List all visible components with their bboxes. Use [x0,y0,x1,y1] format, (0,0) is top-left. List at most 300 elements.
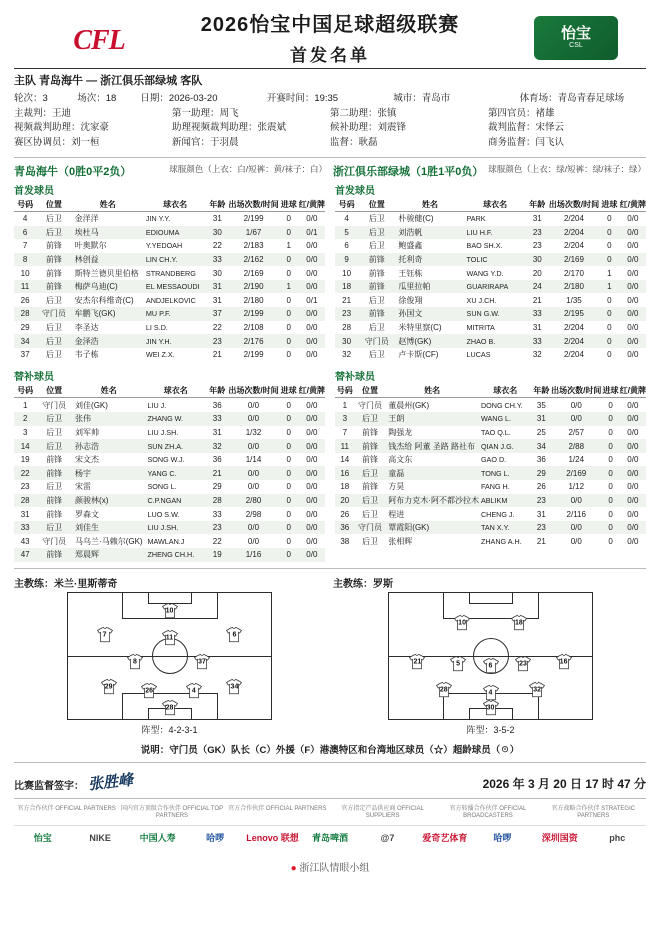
cell-cards: 0/0 [620,226,646,240]
cell-pos: 后卫 [46,427,63,437]
cell-cards: 0/0 [627,350,639,360]
cell-shirt-name: ANDJELKOVIC [145,295,196,305]
table-row [335,534,646,548]
cell-age: 31 [212,295,222,305]
col-pos: 位置 [36,198,71,212]
col-apps: 出场次数/时间 [549,198,599,212]
cell-goals: 0 [608,400,613,410]
cell-cards: 0/0 [620,253,646,267]
cell-shirt-name: WANG Y.D. [466,268,504,278]
table-row [335,398,646,412]
cell-pos: 前锋 [36,253,71,267]
sponsor-label: 官方战略合作伙伴 STRATEGIC PARTNERS [551,805,636,820]
col-no: 号码 [335,198,358,212]
csl-logo-sub: CSL [569,42,583,50]
cell-apps: 2/162 [228,253,278,267]
home-formation-value: 4-2-3-1 [168,724,198,735]
home-subs [14,365,325,561]
cell-age: 23 [526,226,549,240]
cell-apps: 2/199 [243,350,264,360]
cell-shirt-name: JIN Y.H. [144,334,206,348]
cell-age: 23 [206,334,228,348]
player-shirt-icon [225,627,243,644]
table-row [335,480,646,494]
cell-no: 22 [14,466,36,480]
cell-cards: 0/0 [299,280,325,294]
cell-name: 韦子栋 [74,350,99,360]
cell-cards: 0/0 [299,466,325,480]
meta-avar: 助理视频裁判助理：张震斌 [172,122,287,134]
cell-name: 林创益 [72,253,144,267]
cell-no: 30 [335,334,358,348]
home-starters-table [14,198,325,362]
col-no: 号码 [14,384,36,398]
cell-no: 9 [335,253,358,267]
cell-pos: 后卫 [358,226,395,240]
cell-apps: 0/0 [551,494,601,508]
table-row [335,334,646,348]
cell-pos: 前锋 [45,241,62,251]
cell-age: 33 [212,509,222,519]
cell-no: 10 [342,268,352,278]
table-row [335,293,646,307]
cell-pos: 前锋 [358,280,395,294]
table-row [335,239,646,253]
cell-cards: 0/1 [306,295,318,305]
meta-press-officer: 新闻官：于羽晨 [172,137,239,149]
cell-no: 34 [14,334,36,348]
cell-no: 43 [20,536,30,546]
away-coach-name: 罗斯 [373,578,393,590]
table-row [335,280,646,294]
cell-pos: 前锋 [358,253,395,267]
table-row [14,239,325,253]
sponsor-logo-yibao: 怡宝 [33,833,52,844]
player-shirt-icon [161,603,179,620]
cell-no: 36 [335,521,355,535]
sponsor-label: 官方合作伙伴 OFFICIAL PARTNERS [17,805,116,812]
cell-cards: 0/0 [627,536,639,546]
cell-apps: 0/0 [228,521,278,535]
player-shirt-icon [225,679,243,696]
away-kit-note: 球服颜色（上衣：绿/短裤：绿/袜子：绿） [488,163,646,174]
table-row [335,307,646,321]
divider [14,157,646,158]
table-row [335,426,646,440]
cell-cards: 0/0 [306,322,318,332]
cell-pos: 前锋 [36,280,71,294]
table-row [14,321,325,335]
cell-pos: 守门员 [357,400,382,410]
cell-pos: 后卫 [36,412,72,426]
cell-apps: 2/98 [245,509,262,519]
home-subs-label: 替补球员 [14,372,54,384]
player-shirt-icon [482,657,500,674]
cell-name: 程进 [388,509,405,519]
cell-age: 37 [206,307,228,321]
cell-no: 21 [342,295,352,305]
cell-age: 31 [532,214,542,224]
cell-no: 31 [20,509,30,519]
away-starters [335,179,646,362]
cell-shirt-name: LIU J. [147,400,167,410]
home-pitch-diagram [67,592,272,720]
cell-name: 宋文杰 [75,455,100,465]
cell-pos: 前锋 [46,509,63,519]
player-shirt-icon [161,700,179,717]
cell-goals: 0 [608,482,613,492]
table-header-row [335,198,646,212]
cell-apps: 2/116 [566,509,586,519]
cell-cards: 0/0 [627,509,639,519]
cell-cards: 0/0 [627,427,639,437]
cell-pos: 守门员 [42,400,67,410]
divider [14,762,646,763]
cell-goals: 0 [601,466,619,480]
sponsor-logo-tsingtao: 青岛啤酒 [311,833,348,844]
cell-goals: 1 [599,280,620,294]
table-row [335,211,646,225]
meta-assistant-2: 第二助理：张镇 [330,107,397,119]
sponsor-label: 官方转播合作伙伴 OFFICIAL BROADCASTERS [449,805,527,820]
cell-name: 梅萨乌迪(C) [72,280,144,294]
table-header-row [14,198,325,212]
cell-name: 托利奇 [395,253,464,267]
col-name: 姓名 [395,198,464,212]
cell-pos: 后卫 [36,521,72,535]
cell-goals: 1 [286,241,291,251]
cell-name: 张相辉 [388,536,413,546]
cell-name: 刘佳生 [72,521,145,535]
cell-apps: 1/14 [245,455,262,465]
cell-cards: 0/0 [306,400,318,410]
home-formation-wrap [14,592,325,736]
col-age: 年龄 [532,384,552,398]
player-shirt-icon [555,653,573,670]
cell-shirt-name: EL MESSAOUDI [144,280,206,294]
away-starters-table [335,198,646,362]
cell-pos: 后卫 [355,412,386,426]
table-row [14,398,325,412]
player-shirt-icon [514,656,532,673]
player-shirt-number: 23 [519,660,527,668]
table-row [335,466,646,480]
sponsor-label: 国内官方顶级合作伙伴 OFFICIAL TOP PARTNERS [120,805,224,820]
col-no: 号码 [335,384,355,398]
cell-pos: 后卫 [368,214,385,224]
player-shirt-number: 34 [230,683,239,691]
cell-shirt-name: SONG L. [147,482,177,492]
teams-bar [14,163,646,179]
cell-no: 26 [340,509,350,519]
player-shirt-number: 18 [515,619,523,627]
cell-goals: 1 [607,268,612,278]
cell-goals: 0 [286,427,291,437]
cell-apps: 2/183 [243,241,264,251]
cell-pos: 守门员 [42,536,67,546]
col-goals: 进球 [279,198,299,212]
cell-pos: 前锋 [36,466,72,480]
cell-name: 郑晨辉 [72,548,145,562]
col-pos: 位置 [358,198,395,212]
away-formation-value: 3-5-2 [493,724,515,735]
player-shirt-number: 5 [456,660,460,668]
cell-cards: 0/0 [620,494,646,508]
cell-no: 20 [335,494,355,508]
cell-apps: 2/57 [568,427,585,437]
player-shirt-number: 10 [165,607,174,615]
page-title: 2026怡宝中国足球超级联赛 [200,14,460,36]
cell-shirt-name: XU J.CH. [466,295,497,305]
cell-apps: 1/32 [245,427,262,437]
cell-cards: 0/0 [306,509,318,519]
cell-goals: 0 [599,334,620,348]
cell-pos: 前锋 [46,455,63,465]
cell-age: 19 [206,548,228,562]
signature-script: 张胜峰 [87,772,134,793]
cell-pos: 前锋 [45,268,62,278]
table-row [14,307,325,321]
table-row [14,280,325,294]
cell-goals: 0 [279,412,299,426]
cell-goals: 0 [286,322,291,332]
col-shirt-name: 球衣名 [479,384,532,398]
cell-no: 23 [20,482,30,492]
cell-cards: 0/0 [306,241,318,251]
home-team-record: （0胜0平2负） [58,165,132,178]
cell-apps: 2/204 [563,322,584,332]
cell-pos: 前锋 [36,494,72,508]
cell-apps: 2/199 [228,307,278,321]
cell-name: 瓜里拉帕 [395,280,464,294]
cell-shirt-name: TAO Q.L. [480,427,511,437]
table-row [14,334,325,348]
formation-label: 阵型： [141,724,169,735]
player-shirt-icon [510,614,528,631]
page-subtitle: 首发名单 [290,46,370,65]
table-row [335,507,646,521]
cell-pos: 后卫 [368,350,385,360]
cell-cards: 0/0 [299,412,325,426]
cell-name: 朴骏健(C) [398,214,434,224]
cell-shirt-name: LIU H.F. [465,226,526,240]
cell-shirt-name: TAN X.Y. [479,521,532,535]
cell-cards: 0/0 [627,400,639,410]
player-shirt-number: 7 [102,631,107,639]
table-row [14,266,325,280]
cell-goals: 0 [608,509,613,519]
cell-name: 王钰栋 [398,268,423,278]
cell-age: 25 [536,427,546,437]
cell-shirt-name: GAO D. [480,455,507,465]
cell-apps: 2/204 [563,241,584,251]
col-goals: 进球 [601,384,619,398]
away-subs-label: 替补球员 [335,372,375,384]
sponsor-logo-aiqiyi-sports: 爱奇艺体育 [422,833,468,844]
away-formation-wrap [335,592,646,736]
cell-goals: 0 [601,521,619,535]
table-row [335,412,646,426]
cell-apps: 1/35 [566,295,582,305]
sponsor-logo-text: 怡宝 [560,25,591,43]
table-header-row [14,384,325,398]
meta-assistant-1: 第一助理：周飞 [172,107,239,119]
formation-diagrams [14,592,646,736]
cell-cards: 0/0 [620,280,646,294]
cell-apps: 2/195 [549,307,599,321]
cell-apps: 2/190 [228,280,278,294]
cell-age: 33 [206,412,228,426]
cell-cards: 0/0 [620,334,646,348]
cell-age: 22 [212,241,222,251]
cell-name: 马乌兰·马赖尔(GK) [75,536,143,546]
cell-cards: 0/0 [299,307,325,321]
cell-pos: 前锋 [361,455,378,465]
cell-cards: 0/0 [620,466,646,480]
away-formation-text [466,723,514,736]
cell-shirt-name: ZHENG CH.H. [146,548,207,562]
cell-pos: 后卫 [45,322,62,332]
meta-stadium: 体育场：青岛青春足球场 [519,93,625,105]
cell-pos: 后卫 [45,214,62,224]
home-starters [14,179,325,362]
table-row [335,348,646,362]
cell-age: 33 [526,334,549,348]
meta-city: 城市：青岛市 [393,93,451,105]
cell-shirt-name: WANG L. [479,412,532,426]
cell-apps: 2/180 [243,295,264,305]
col-shirt-name: 球衣名 [146,384,207,398]
cell-goals: 0 [601,412,619,426]
cell-apps: 0/0 [551,412,601,426]
col-cards: 红/黄牌 [299,384,325,398]
player-shirt-icon [408,653,426,670]
cell-goals: 0 [286,455,291,465]
player-shirt-number: 28 [439,686,448,694]
cell-cards: 0/0 [306,268,318,278]
player-shirt-icon [126,653,144,670]
away-pitch-diagram [388,592,593,720]
cell-cards: 0/0 [627,322,639,332]
cell-goals: 0 [607,322,612,332]
cell-age: 31 [532,322,542,332]
player-shirt-number: 4 [488,689,493,697]
cell-no: 8 [14,253,36,267]
player-shirt-number: 6 [488,662,493,670]
cell-shirt-name: ABLIKM [479,494,532,508]
cell-apps: 0/0 [228,412,278,426]
cfl-logo-text: CFL [73,25,125,56]
cell-age: 36 [212,455,222,465]
cell-cards: 0/0 [306,350,318,360]
sponsor-logo-phc: phc [609,832,626,843]
cell-no: 26 [20,295,30,305]
col-name: 姓名 [72,198,144,212]
cell-name: 赵博(GK) [395,334,464,348]
player-shirt-number: 6 [232,631,237,639]
home-formation-text [141,723,197,736]
player-shirt-icon [193,653,211,670]
cell-apps: 0/0 [570,400,582,410]
cell-age: 32 [206,439,228,453]
home-kit-note: 球服颜色（上衣：白/短裤：黄/袜子：白） [169,163,327,174]
meta-match-coordinator: 赛区协调员：刘一桓 [14,137,100,149]
cell-name: 鲍盛鑫 [398,241,423,251]
cell-cards: 0/0 [620,521,646,535]
cell-no: 33 [14,521,36,535]
coaches-row [14,575,646,590]
cell-cards: 0/0 [299,548,325,562]
cell-cards: 0/0 [306,482,318,492]
cell-cards: 0/0 [627,241,639,251]
cell-apps: 1/12 [568,482,585,492]
cell-age: 23 [532,521,552,535]
cell-shirt-name: WEI Z.X. [145,350,175,360]
weibo-icon: ● [290,863,297,875]
table-row [14,480,325,494]
cell-shirt-name: LUCAS [466,350,491,360]
player-shirt-number: 28 [165,704,174,712]
cell-apps: 2/108 [243,322,264,332]
cell-pos: 前锋 [358,307,395,321]
home-team-name: 青岛海牛 [14,165,58,178]
player-shirt-number: 37 [198,658,206,666]
col-shirt-name: 球衣名 [465,198,526,212]
footer [14,859,646,874]
cell-pos: 后卫 [361,509,378,519]
cell-goals: 0 [286,350,291,360]
cell-shirt-name: LIU J.SH. [147,427,179,437]
cell-name: 安杰尔科维奇(C) [74,295,134,305]
table-row [14,348,325,362]
cell-age: 30 [212,268,222,278]
cell-shirt-name: SUN ZH.A. [146,439,207,453]
table-row [335,453,646,467]
cell-name: 董晨州(GK) [388,400,430,410]
sponsor-logo-icon [534,16,618,60]
cell-apps: 0/0 [247,482,260,492]
table-row [14,211,325,225]
home-team-header [14,163,327,179]
cell-goals: 0 [601,494,619,508]
home-starters-body [14,211,325,361]
cell-name: 杨宇 [72,466,145,480]
meta-teams-line: 主队 青岛海牛 — 浙江俱乐部绿城 客队 [14,75,203,87]
cell-no: 7 [342,427,348,437]
away-subs-table [335,384,646,548]
home-coach-label: 主教练： [14,578,54,590]
cell-name: 刘浩帆 [395,226,464,240]
cell-shirt-name: GUARIRAPA [465,280,526,294]
player-shirt-number: 11 [165,634,174,642]
cell-cards: 0/0 [620,307,646,321]
col-pos: 位置 [36,384,72,398]
cell-apps: 0/0 [228,439,278,453]
cell-name: 孙国文 [395,307,464,321]
table-row [14,507,325,521]
sponsor-category-labels [14,806,646,822]
cell-age: 31 [212,214,222,224]
sponsor-logo-hello-2: 哈啰 [493,833,512,844]
cell-cards: 0/0 [299,439,325,453]
col-goals: 进球 [279,384,299,398]
cell-name: 李圣达 [74,322,99,332]
divider [14,68,646,69]
cell-pos: 前锋 [36,548,72,562]
cell-age: 26 [536,482,546,492]
sponsor-logo-shenzhen: 深圳国资 [541,833,578,844]
table-row [14,293,325,307]
